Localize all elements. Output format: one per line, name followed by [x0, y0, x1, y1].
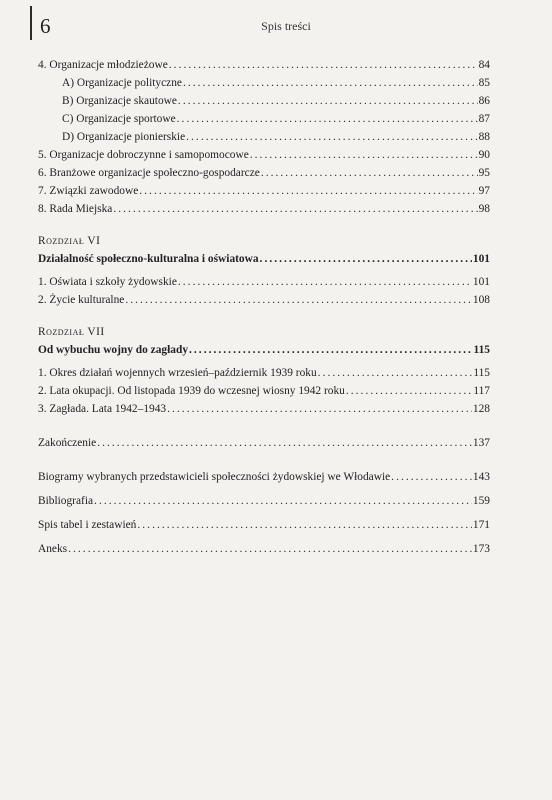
- toc-entry-label: B) Organizacje skautowe: [62, 95, 177, 107]
- toc-leader-dots: [250, 146, 478, 164]
- toc-leader-dots: [68, 540, 472, 558]
- toc-entry-label: D) Organizacje pionierskie: [62, 131, 186, 143]
- toc-entry-label: Bibliografia: [38, 495, 94, 507]
- toc-entry-label: Aneks: [38, 543, 68, 555]
- toc-entry-page: 171: [472, 519, 490, 531]
- toc-leader-dots: [261, 164, 478, 182]
- toc-leader-dots: [169, 56, 478, 74]
- toc-entry-label: 5. Organizacje dobroczynne i samopomocowe: [38, 149, 249, 161]
- toc-entry-label: 4. Organizacje młodzieżowe: [38, 59, 168, 71]
- toc-leader-dots: [346, 382, 472, 400]
- toc-entry-label: 8. Rada Miejska: [38, 203, 113, 215]
- toc-entry: [38, 110, 490, 128]
- chapter-section: [38, 232, 490, 309]
- toc-entry-label: 7. Związki zawodowe: [38, 185, 139, 197]
- toc-entry-label: C) Organizacje sportowe: [62, 113, 176, 125]
- toc-entry-label: 1. Okres działań wojennych wrzesień–październik 1939 roku: [38, 367, 317, 379]
- toc-entry-page: 88: [478, 131, 490, 143]
- toc-entry-page: 115: [473, 367, 490, 379]
- toc-leader-dots: [137, 516, 472, 534]
- toc-entry-page: 101: [472, 253, 490, 265]
- toc-leader-dots: [260, 250, 472, 268]
- toc-entry-page: 84: [478, 59, 490, 71]
- toc-entry-label: 3. Zagłada. Lata 1942–1943: [38, 403, 167, 415]
- toc-entry-page: 87: [478, 113, 490, 125]
- toc-entry-page: 159: [472, 495, 490, 507]
- toc-entry: [38, 382, 490, 400]
- chapter-label: Rozdział VII: [38, 326, 105, 338]
- chapter-title: Od wybuchu wojny do zagłady: [38, 344, 189, 356]
- toc-leader-dots: [125, 291, 472, 309]
- toc-leader-dots: [189, 341, 473, 359]
- page-header: [30, 6, 512, 42]
- toc-entry-label: Zakończenie: [38, 437, 97, 449]
- toc-leader-dots: [113, 200, 477, 218]
- toc-leader-dots: [167, 400, 472, 418]
- toc-leader-dots: [186, 128, 477, 146]
- chapter-title-entry: [38, 250, 490, 268]
- toc-entry-label: 6. Branżowe organizacje społeczno-gospodarcze: [38, 167, 260, 179]
- toc-entry-page: 86: [478, 95, 490, 107]
- toc-entry: [38, 164, 490, 182]
- toc-entry-label: Spis tabel i zestawień: [38, 519, 137, 531]
- toc-entry: [38, 128, 490, 146]
- toc-entry: [38, 516, 490, 534]
- toc-entry: [38, 56, 490, 74]
- toc-entry: [38, 364, 490, 382]
- toc-entry-page: 95: [478, 167, 490, 179]
- chapter-title: Działalność społeczno-kulturalna i oświatowa: [38, 253, 259, 265]
- toc-leader-dots: [94, 492, 472, 510]
- toc-entry-page: 108: [472, 294, 490, 306]
- toc-entry-page: 115: [473, 344, 490, 356]
- toc-entry: [38, 200, 490, 218]
- toc-entry-page: 173: [472, 543, 490, 555]
- toc-entry-label: 2. Lata okupacji. Od listopada 1939 do wczesnej wiosny 1942 roku: [38, 385, 345, 397]
- toc-entry-page: 90: [478, 149, 490, 161]
- toc-entry-page: 85: [478, 77, 490, 89]
- toc-leader-dots: [391, 468, 472, 486]
- toc-entry: [38, 273, 490, 291]
- page-number: 6: [40, 14, 51, 38]
- toc-entry-label: 2. Życie kulturalne: [38, 294, 125, 306]
- toc-entry-page: 128: [472, 403, 490, 415]
- running-head: Spis treści: [261, 19, 311, 33]
- toc-leader-dots: [183, 74, 478, 92]
- toc-entry-page: 143: [472, 471, 490, 483]
- toc-entry-label: 1. Oświata i szkoły żydowskie: [38, 276, 177, 288]
- toc-entry: [38, 92, 490, 110]
- toc-entry-page: 98: [478, 203, 490, 215]
- table-of-contents: [38, 56, 490, 558]
- toc-entry-page: 137: [472, 437, 490, 449]
- toc-entry: [38, 182, 490, 200]
- toc-leader-dots: [97, 434, 472, 452]
- toc-entry: [38, 400, 490, 418]
- toc-entry-label: Biogramy wybranych przedstawicieli społeczności żydowskiej we Włodawie: [38, 471, 391, 483]
- toc-entry: [38, 74, 490, 92]
- toc-entry: [38, 540, 490, 558]
- toc-entry: [38, 492, 490, 510]
- toc-entry-page: 97: [478, 185, 490, 197]
- chapter-label: Rozdział VI: [38, 235, 101, 247]
- toc-entry-conclusion: [38, 434, 490, 452]
- toc-entry-page: 117: [473, 385, 490, 397]
- toc-entry-label: A) Organizacje polityczne: [62, 77, 182, 89]
- toc-leader-dots: [177, 110, 478, 128]
- toc-leader-dots: [178, 92, 478, 110]
- chapter-title-entry: [38, 341, 490, 359]
- toc-entry: [38, 291, 490, 309]
- toc-leader-dots: [318, 364, 473, 382]
- toc-leader-dots: [139, 182, 477, 200]
- toc-entry: [38, 146, 490, 164]
- toc-leader-dots: [178, 273, 472, 291]
- back-matter: [38, 468, 490, 558]
- toc-entry-page: 101: [472, 276, 490, 288]
- toc-entry: [38, 468, 490, 486]
- chapter-section: [38, 323, 490, 418]
